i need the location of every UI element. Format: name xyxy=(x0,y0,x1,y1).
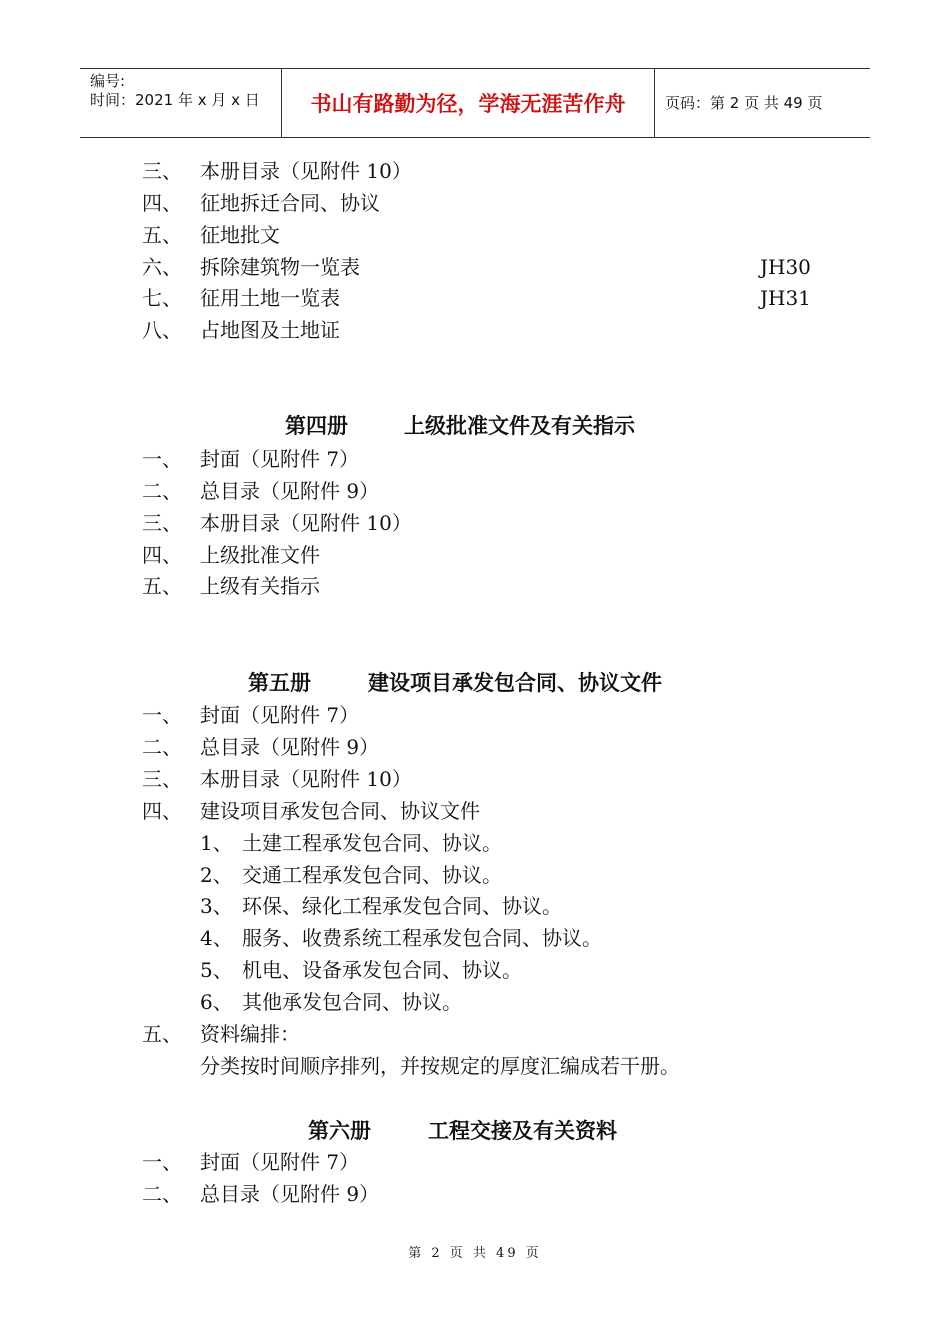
item-number: 一、 xyxy=(142,703,182,727)
volume-number: 第四册 xyxy=(285,414,348,438)
item-text: 封面（见附件 7） xyxy=(200,703,360,727)
item-number: 五、 xyxy=(142,223,182,247)
volume-number: 第五册 xyxy=(248,671,311,695)
header-page-code: 页码：第 2 页 共 49 页 xyxy=(665,94,823,112)
list-item xyxy=(142,508,822,538)
volume-title: 工程交接及有关资料 xyxy=(428,1119,617,1143)
sub-item-number: 5、 xyxy=(200,958,233,982)
sub-item-text: 其他承发包合同、协议。 xyxy=(242,990,462,1014)
sub-item-number: 6、 xyxy=(200,990,233,1014)
sub-item-number: 1、 xyxy=(200,831,233,855)
item-text: 建设项目承发包合同、协议文件 xyxy=(200,799,480,823)
item-number: 三、 xyxy=(142,767,182,791)
note-paragraph: 分类按时间顺序排列，并按规定的厚度汇编成若干册。 xyxy=(200,1054,680,1078)
sub-list-item xyxy=(200,923,820,953)
list-item xyxy=(142,220,822,250)
item-text: 征用土地一览表 xyxy=(200,286,340,310)
item-number: 四、 xyxy=(142,191,182,215)
item-number: 五、 xyxy=(142,1022,182,1046)
item-number: 一、 xyxy=(142,1150,182,1174)
list-item xyxy=(142,764,822,794)
sub-item-number: 4、 xyxy=(200,926,233,950)
volume-title: 建设项目承发包合同、协议文件 xyxy=(368,671,662,695)
item-text: 上级有关指示 xyxy=(200,574,320,598)
item-text: 总目录（见附件 9） xyxy=(200,1182,380,1206)
sub-list-item xyxy=(200,891,820,921)
item-text: 本册目录（见附件 10） xyxy=(200,159,412,183)
item-number: 二、 xyxy=(142,1182,182,1206)
item-number: 五、 xyxy=(142,574,182,598)
doc-number-label: 编号: xyxy=(90,72,126,90)
header-motto: 书山有路勤为径，学海无涯苦作舟 xyxy=(310,92,626,116)
item-text: 封面（见附件 7） xyxy=(200,1150,360,1174)
item-text: 上级批准文件 xyxy=(200,543,320,567)
sub-item-text: 交通工程承发包合同、协议。 xyxy=(242,863,502,887)
volume-title: 上级批准文件及有关指示 xyxy=(404,414,635,438)
item-text: 封面（见附件 7） xyxy=(200,447,360,471)
sub-item-text: 土建工程承发包合同、协议。 xyxy=(242,831,502,855)
sub-list-item xyxy=(200,860,820,890)
item-number: 四、 xyxy=(142,799,182,823)
item-number: 二、 xyxy=(142,479,182,503)
sub-item-text: 环保、绿化工程承发包合同、协议。 xyxy=(242,894,562,918)
doc-date-label: 时间：2021 年 x 月 x 日 xyxy=(90,91,260,109)
list-item xyxy=(142,1019,822,1049)
item-number: 三、 xyxy=(142,159,182,183)
list-item xyxy=(142,796,822,826)
page-footer: 第 2 页 共 49 页 xyxy=(408,1246,542,1261)
list-item xyxy=(142,315,822,345)
item-text: 征地批文 xyxy=(200,223,280,247)
list-item xyxy=(142,283,822,313)
section-heading-vol5 xyxy=(0,667,950,699)
list-item xyxy=(142,732,822,762)
list-item xyxy=(142,540,822,570)
item-text: 征地拆迁合同、协议 xyxy=(200,191,380,215)
item-number: 三、 xyxy=(142,511,182,535)
item-text: 本册目录（见附件 10） xyxy=(200,767,412,791)
sub-item-text: 服务、收费系统工程承发包合同、协议。 xyxy=(242,926,602,950)
list-item xyxy=(142,252,822,282)
sub-list-item xyxy=(200,828,820,858)
item-number: 八、 xyxy=(142,318,182,342)
item-text: 占地图及土地证 xyxy=(200,318,340,342)
item-number: 六、 xyxy=(142,255,182,279)
form-code: JH30 xyxy=(760,255,811,279)
list-item xyxy=(142,476,822,506)
list-item xyxy=(142,571,822,601)
section-heading-vol4 xyxy=(0,410,950,442)
list-item xyxy=(142,700,822,730)
sub-item-number: 2、 xyxy=(200,863,233,887)
volume-number: 第六册 xyxy=(308,1119,371,1143)
list-item xyxy=(142,444,822,474)
item-number: 二、 xyxy=(142,735,182,759)
sub-list-item xyxy=(200,987,820,1017)
form-code: JH31 xyxy=(760,286,811,310)
item-text: 资料编排： xyxy=(200,1022,300,1046)
sub-list-item xyxy=(200,955,820,985)
item-text: 总目录（见附件 9） xyxy=(200,735,380,759)
item-text: 本册目录（见附件 10） xyxy=(200,511,412,535)
sub-item-number: 3、 xyxy=(200,894,233,918)
list-item xyxy=(142,156,822,186)
item-number: 七、 xyxy=(142,286,182,310)
list-item xyxy=(142,188,822,218)
list-item xyxy=(142,1147,822,1177)
section-heading-vol6 xyxy=(0,1115,950,1147)
item-text: 总目录（见附件 9） xyxy=(200,479,380,503)
sub-item-text: 机电、设备承发包合同、协议。 xyxy=(242,958,522,982)
item-text: 拆除建筑物一览表 xyxy=(200,255,360,279)
item-number: 四、 xyxy=(142,543,182,567)
item-number: 一、 xyxy=(142,447,182,471)
list-item xyxy=(142,1179,822,1209)
